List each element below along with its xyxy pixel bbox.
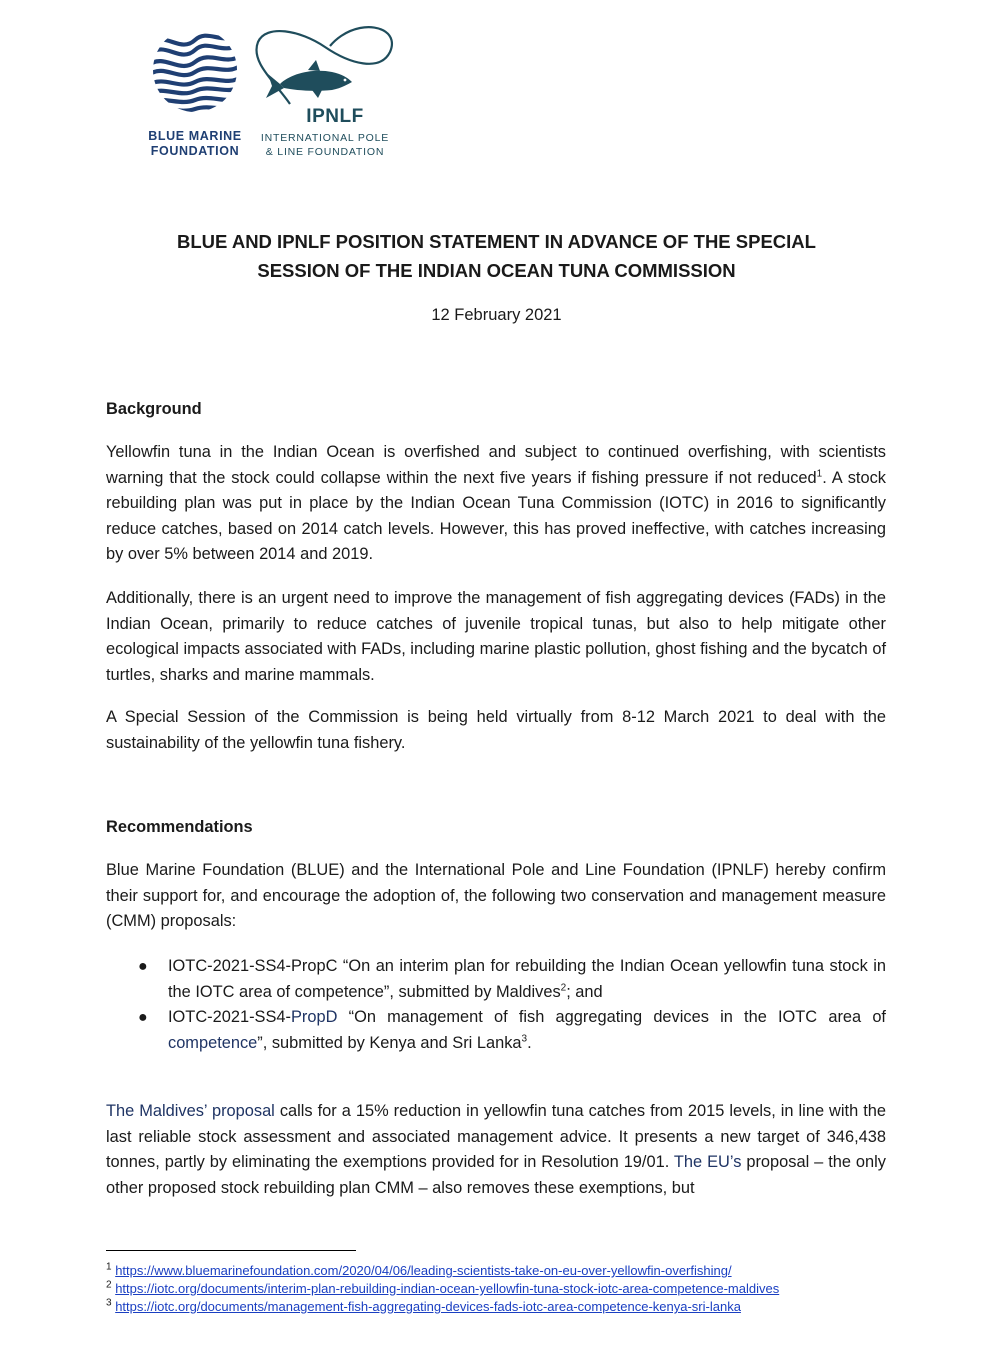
ipnlf-name: IPNLF [306, 106, 364, 127]
title-line-1: BLUE AND IPNLF POSITION STATEMENT IN ADVANCE OF THE SPECIAL [177, 231, 816, 252]
blue-marine-name-line1: BLUE MARINE [148, 129, 242, 143]
proposal-2-text-a: IOTC-2021-SS4- [168, 1008, 291, 1026]
ipnlf-logo [250, 22, 400, 162]
bullet-icon: ● [138, 1009, 148, 1026]
header-logos [140, 22, 400, 162]
recommendations-paragraph-1 [106, 858, 886, 935]
blue-marine-name-line2: FOUNDATION [150, 144, 240, 158]
background-paragraph-2 [106, 586, 886, 688]
ipnlf-fish-logo-icon [250, 22, 400, 112]
recommendations-p2-end: proposal – the only other proposed stock rebuilding plan CMM – also removes these exemptions, but [106, 1153, 886, 1197]
footnote-number: 1 [106, 1261, 112, 1273]
footnote-ref-1[interactable]: 1 [816, 468, 823, 480]
proposal-2-text-b: PropD [290, 1008, 338, 1026]
title-line-2: SESSION OF THE INDIAN OCEAN TUNA COMMISSION [257, 260, 736, 281]
background-p1-text: Yellowfin tuna in the Indian Ocean is overfished and subject to continued overfishing, with scientists warning that the stock could collapse within the next five years if fishing pressure if not reduced [106, 443, 886, 487]
proposal-1-text: IOTC-2021-SS4-PropC “On an interim plan for rebuilding the Indian Ocean yellowfin tuna stock in the IOTC area of competence”, submitted by Maldives [168, 957, 886, 1001]
proposal-1-end: ; and [566, 982, 603, 1001]
recommendations-heading: Recommendations [106, 818, 253, 836]
footnote-2 [106, 1280, 779, 1298]
background-p2-text: Additionally, there is an urgent need to improve the management of fish aggregating devices (FADs) in the Indian Ocean, primarily to reduce catches of juvenile tropical tunas, but also to help mitigate other ecological impacts associated with FADs, including marine plastic pollution, ghost fishing and the bycatch of turtles, sharks and marine mammals. [106, 589, 886, 684]
footnote-divider [106, 1250, 356, 1251]
footnote-1 [106, 1262, 779, 1280]
background-paragraph-1 [106, 440, 886, 568]
footnote-ref-2[interactable]: 2 [560, 982, 567, 994]
list-item [106, 1005, 886, 1056]
eu-proposal-label: The EU’s [673, 1153, 742, 1171]
footnote-link-3[interactable]: https://iotc.org/documents/management-fish-aggregating-devices-fads-iotc-area-competence-kenya-sri-lanka [115, 1299, 741, 1314]
background-heading: Background [106, 400, 202, 418]
ipnlf-subtitle-line1: INTERNATIONAL POLE [260, 132, 390, 144]
document-title [100, 227, 893, 285]
blue-marine-wave-logo-icon [150, 26, 240, 114]
background-p3-text: A Special Session of the Commission is being held virtually from 8-12 March 2021 to deal with the sustainability of the yellowfin tuna fishery. [106, 708, 886, 752]
maldives-proposal-label: The Maldives’ proposal [106, 1102, 275, 1120]
recommendations-p1-text: Blue Marine Foundation (BLUE) and the International Pole and Line Foundation (IPNLF) hereby confirm their support for, and encourage the adoption of, the following two conservation and management measure (CMM) proposals: [106, 861, 886, 930]
footnote-3 [106, 1298, 779, 1316]
bullet-icon: ● [138, 958, 148, 975]
proposal-2-text-d: competence [168, 1033, 258, 1052]
footnote-ref-3[interactable]: 3 [521, 1033, 528, 1045]
footnotes [106, 1262, 779, 1316]
footnote-number: 2 [106, 1279, 112, 1291]
footnote-link-1[interactable]: https://www.bluemarinefoundation.com/2020/04/06/leading-scientists-take-on-eu-over-yellowfin-overfishing/ [115, 1263, 732, 1278]
list-item [106, 954, 886, 1005]
blue-marine-logo [140, 22, 250, 162]
proposal-2-text-e: ”, submitted by Kenya and Sri Lanka [257, 1033, 522, 1052]
document-date: 12 February 2021 [431, 306, 562, 324]
proposal-list [106, 954, 886, 1056]
recommendations-paragraph-2 [106, 1099, 886, 1201]
proposal-2-text-c: “On management of fish aggregating devices in the IOTC area of [337, 1008, 886, 1026]
footnote-number: 3 [106, 1297, 112, 1309]
background-p1-end: . A stock rebuilding plan was put in place by the Indian Ocean Tuna Commission (IOTC) in 2016 to significantly reduce catches, based on 2014 catch levels. However, this has proved ineffective, with catches increasing by over 5% between 2014 and 2019. [106, 468, 886, 563]
proposal-2-end: . [527, 1033, 532, 1052]
ipnlf-subtitle-line2: & LINE FOUNDATION [265, 146, 385, 158]
recommendations-p2-text: calls for a 15% reduction in yellowfin tuna catches from 2015 levels, in line with the last reliable stock assessment and associated management advice. It presents a new target of 346,438 tonnes, partly by eliminating the exemptions provided for in Resolution 19/01. [106, 1102, 886, 1171]
background-paragraph-3 [106, 705, 886, 756]
footnote-link-2[interactable]: https://iotc.org/documents/interim-plan-rebuilding-indian-ocean-yellowfin-tuna-stock-iotc-area-competence-maldives [115, 1281, 780, 1296]
